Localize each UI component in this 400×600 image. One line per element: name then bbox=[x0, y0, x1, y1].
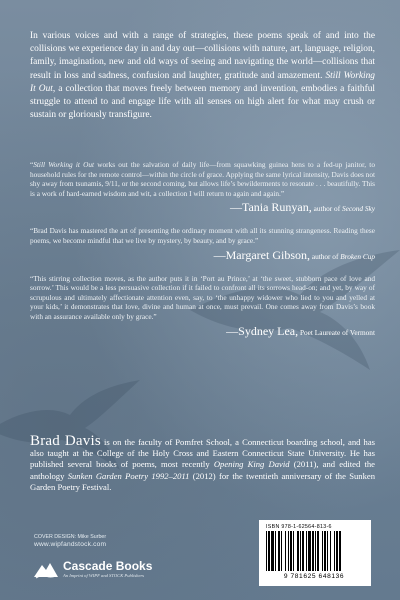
barcode-bar bbox=[317, 531, 319, 571]
bio-text: (2011), and edited the anthology bbox=[30, 459, 375, 481]
barcode-bar bbox=[308, 531, 311, 571]
barcode-bar bbox=[322, 531, 323, 571]
barcode-bar bbox=[290, 531, 292, 571]
publisher-url[interactable]: www.wipfandstock.com bbox=[34, 541, 107, 548]
barcode-bar bbox=[327, 531, 328, 571]
barcode-bar bbox=[312, 531, 314, 571]
endorsement-gibson bbox=[30, 226, 375, 263]
barcode-bar bbox=[266, 531, 267, 571]
barcode-bar bbox=[339, 531, 341, 571]
mountain-logo-icon bbox=[34, 559, 58, 579]
blurb-author: —Sydney Lea, bbox=[226, 323, 299, 338]
barcode-icon bbox=[264, 531, 366, 573]
blurb-affil-prefix: author of bbox=[311, 204, 342, 214]
bio-book-title: Opening King David bbox=[213, 459, 290, 470]
barcode-bar bbox=[306, 531, 307, 571]
barcode-bar bbox=[330, 531, 331, 571]
barcode-bar bbox=[297, 531, 299, 571]
barcode-bar bbox=[271, 531, 274, 571]
bio-text: (2012) for the twentieth anniversary of the Sunken Garden Poetry Festival. bbox=[30, 470, 375, 492]
publisher-name: Cascade Books bbox=[63, 558, 153, 573]
barcode-bar bbox=[315, 531, 316, 571]
barcode-number: 9 781625 648136 bbox=[283, 573, 345, 580]
barcode-bar bbox=[281, 531, 282, 571]
barcode-bar bbox=[278, 531, 280, 571]
blurb-affil-title: Second Sky bbox=[341, 204, 375, 214]
bio-book-title: Sunken Garden Poetry 1992–2011 bbox=[67, 470, 190, 481]
blurb-text: “This stirring collection moves, as the author puts it in ‘Port au Prince,’ at ‘the sweet, stubborn pace of love and sorrow.’ This would be a less persuasive collection if it failed to confront all its sorrows head-on; and yet, by way of scrupulous and ultimately affectionate attention even, say, to ‘the unhappy widower who lied to you and yelled at your kids,’ it demonstrates that love, divine and human at once, must prevail. One comes away from Davis’s book with an assurance available only by grace.” bbox=[30, 273, 375, 321]
blurb-book-title: Still Working it Out bbox=[33, 160, 95, 169]
barcode-bar bbox=[334, 531, 335, 571]
cover-design-credit: COVER DESIGN: Mike Surber bbox=[34, 534, 107, 540]
bio-text: is on the faculty of Pomfret School, a Connecticut boarding school, and has also taught at the College of the Holy Cross and Eastern Connecticut State University. He has published several books of poems, most recently bbox=[30, 437, 375, 470]
barcode-bar bbox=[302, 531, 304, 571]
blurb-author: —Tania Runyan, bbox=[229, 200, 312, 215]
publisher-tagline: An Imprint of WIPF and STOCK Publishers bbox=[63, 572, 145, 578]
barcode-bar bbox=[285, 531, 286, 571]
blurb-affil-prefix: Poet Laureate of Vermont bbox=[298, 327, 375, 337]
isbn-text: ISBN 978-1-62564-813-6 bbox=[266, 524, 332, 530]
endorsement-lea bbox=[30, 274, 375, 340]
blurb-affil-prefix: author of bbox=[310, 251, 341, 261]
book-description bbox=[30, 30, 375, 122]
barcode-bar bbox=[324, 531, 326, 571]
credits bbox=[34, 533, 106, 549]
barcode-bar bbox=[288, 531, 289, 571]
endorsement-runyan: “Still Working it Out works out the salvation of daily life—from squawking guinea hens to a fed-up janitor, to household rules for the remote control—within the circle of grace. Applying the same lyrical intensity, Davis does not shy away from tsunamis, 9/11, or the second coming, but allows life’s bewilderments to resonate . . . beautifully. This is a work of hard-earned wisdom and wit, a collection I will return to again and again.” —Tania Runyan, author of Second Sky bbox=[30, 160, 375, 215]
blurb-text: “Brad Davis has mastered the art of presenting the ordinary moment with all its stunning strangeness. Reading these poems, we become mindful that we live by mystery, by beauty, and by grace.” bbox=[30, 226, 375, 245]
barcode-bar bbox=[268, 531, 270, 571]
barcode-bar bbox=[300, 531, 301, 571]
blurb-text: works out the salvation of daily life—from squawking guinea hens to a fed-up janitor, to household rules for the remote control—within the circle of grace. Applying the same lyrical intensity, Davis does not shy away from tsunamis, 9/11, or the second coming, but allows life’s bewilderments to resonate . . . beautifully. This is a work of hard-earned wisdom and wit, a collection I will return to again and again.” bbox=[30, 160, 375, 198]
blurb-affil-title: Broken Cup bbox=[340, 251, 375, 261]
barcode-bar bbox=[336, 531, 338, 571]
endorsements bbox=[30, 160, 375, 350]
author-name: Brad Davis bbox=[30, 433, 101, 449]
barcode-bar bbox=[275, 531, 276, 571]
blurb-author: —Margaret Gibson, bbox=[213, 247, 310, 262]
author-bio bbox=[30, 433, 375, 493]
intro-text-after: , a collection that moves freely between memory and invention, embodies a faithful struggle to attend to and engage life with all senses on high alert for what may crush or sustain or gloriously transfigure. bbox=[30, 83, 375, 121]
intro-text-before: In various voices and with a range of strategies, these poems speak of and into the collisions we experience day in and day out—collisions with nature, art, language, religion, family, imagination, new and old ways of seeing and navigating the world—collisions that result in loss and sadness, confusion and laughter, gratitude and amazement. bbox=[30, 31, 375, 81]
publisher-logo bbox=[34, 556, 194, 582]
intro-book-title: Still Working It Out bbox=[30, 70, 375, 94]
barcode-bar bbox=[293, 531, 294, 571]
